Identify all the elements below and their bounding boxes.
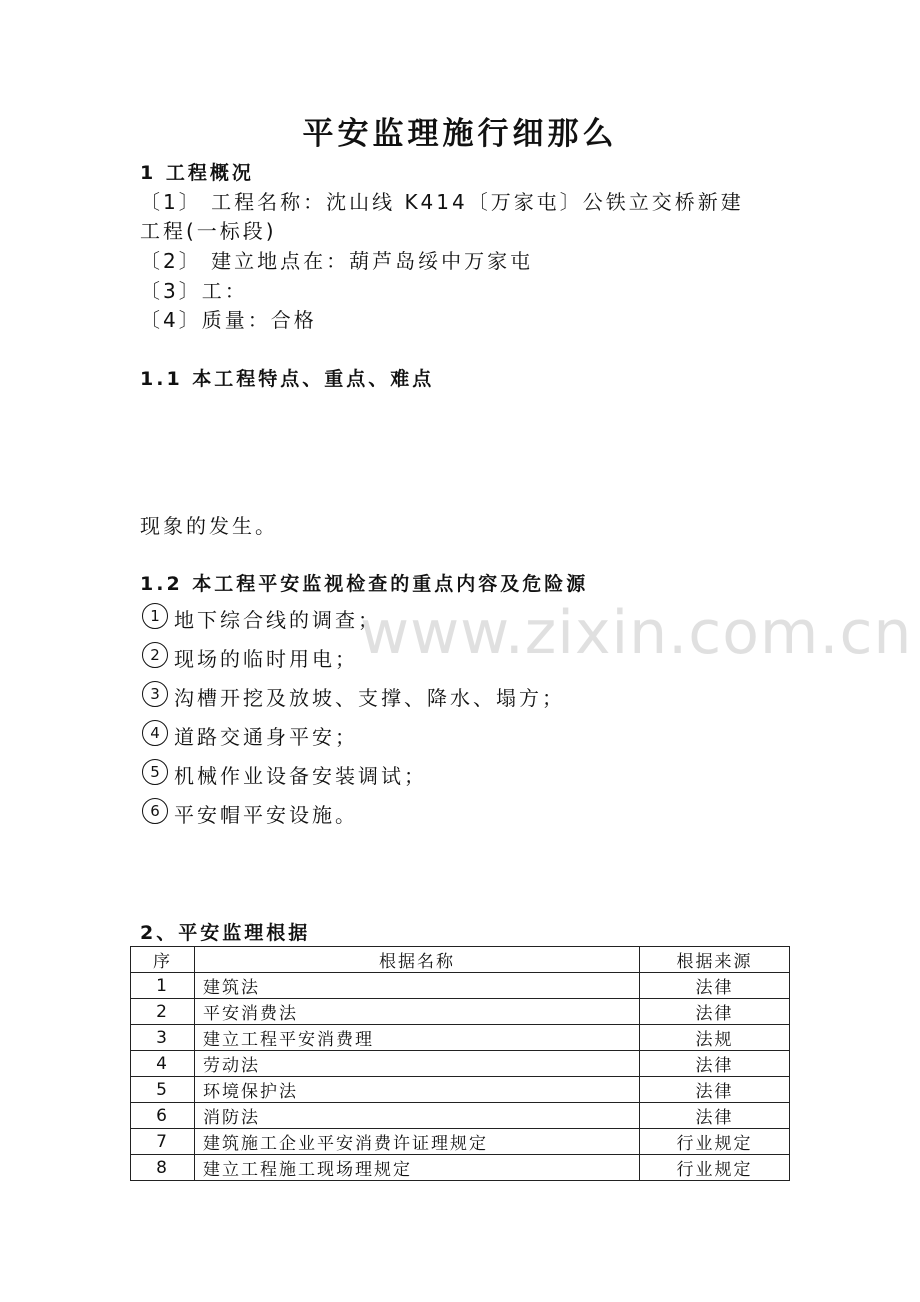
cell-source: 法律: [640, 1051, 790, 1077]
section-2-heading: 2、平安监理根据: [140, 922, 311, 944]
list-item: [142, 760, 427, 789]
cell-source: 法规: [640, 1025, 790, 1051]
cell-name: 建立工程施工现场理规定: [195, 1155, 640, 1181]
cell-index: 1: [131, 973, 195, 999]
cell-index: 3: [131, 1025, 195, 1051]
circled-number: 2: [142, 642, 168, 668]
section-1-2-heading: 1.2 本工程平安监视检查的重点内容及危险源: [140, 573, 589, 595]
list-item: [142, 799, 358, 828]
cell-source: 行业规定: [640, 1155, 790, 1181]
table-row: [131, 1129, 790, 1155]
table-row: [131, 999, 790, 1025]
list-item: [142, 721, 358, 750]
project-name-line-1: 〔1〕 工程名称：沈山线 K414〔万家屯〕公铁立交桥新建: [140, 190, 744, 214]
column-header-source: 根据来源: [640, 947, 790, 973]
watermark: www.zixin.com.cn: [360, 598, 913, 668]
cell-name: 消防法: [195, 1103, 640, 1129]
table-row: [131, 1051, 790, 1077]
column-header-index: 序: [131, 947, 195, 973]
circled-number: 4: [142, 720, 168, 746]
table-header-row: [131, 947, 790, 973]
table-row: [131, 1077, 790, 1103]
section-1-1-text: 现象的发生。: [140, 514, 278, 538]
cell-source: 法律: [640, 999, 790, 1025]
quality-item: 〔4〕质量：合格: [140, 308, 317, 332]
cell-name: 劳动法: [195, 1051, 640, 1077]
cell-source: 法律: [640, 1077, 790, 1103]
cell-name: 平安消费法: [195, 999, 640, 1025]
column-header-name: 根据名称: [195, 947, 640, 973]
list-item-text: 机械作业设备安装调试；: [174, 764, 427, 788]
table-row: [131, 1025, 790, 1051]
list-item-text: 现场的临时用电；: [174, 647, 358, 671]
cell-source: 法律: [640, 1103, 790, 1129]
table-row: [131, 973, 790, 999]
cell-name: 建立工程平安消费理: [195, 1025, 640, 1051]
circled-number: 5: [142, 759, 168, 785]
circled-number: 6: [142, 798, 168, 824]
cell-index: 7: [131, 1129, 195, 1155]
table-row: [131, 1155, 790, 1181]
cell-name: 建筑法: [195, 973, 640, 999]
list-item-text: 沟槽开挖及放坡、支撑、降水、塌方；: [174, 686, 565, 710]
list-item: [142, 604, 381, 633]
circled-number: 1: [142, 603, 168, 629]
construction-location: 〔2〕 建立地点在：葫芦岛绥中万家屯: [140, 249, 534, 273]
document-title: 平安监理施行细那么: [302, 116, 618, 152]
list-item-text: 地下综合线的调查；: [174, 608, 381, 632]
cell-index: 5: [131, 1077, 195, 1103]
cell-source: 行业规定: [640, 1129, 790, 1155]
cell-index: 2: [131, 999, 195, 1025]
list-item-text: 道路交通身平安；: [174, 725, 358, 749]
cell-source: 法律: [640, 973, 790, 999]
section-1-heading: 1 工程概况: [140, 162, 254, 184]
circled-number: 3: [142, 681, 168, 707]
cell-index: 4: [131, 1051, 195, 1077]
cell-index: 8: [131, 1155, 195, 1181]
list-item: [142, 682, 565, 711]
cell-index: 6: [131, 1103, 195, 1129]
list-item: [142, 643, 358, 672]
cell-name: 环境保护法: [195, 1077, 640, 1103]
section-1-1-heading: 1.1 本工程特点、重点、难点: [140, 368, 435, 390]
list-item-text: 平安帽平安设施。: [174, 803, 358, 827]
cell-name: 建筑施工企业平安消费许证理规定: [195, 1129, 640, 1155]
project-item-3: 〔3〕工：: [140, 279, 248, 303]
table-row: [131, 1103, 790, 1129]
basis-table: [130, 946, 790, 1181]
project-name-line-2: 工程(一标段): [140, 219, 277, 243]
